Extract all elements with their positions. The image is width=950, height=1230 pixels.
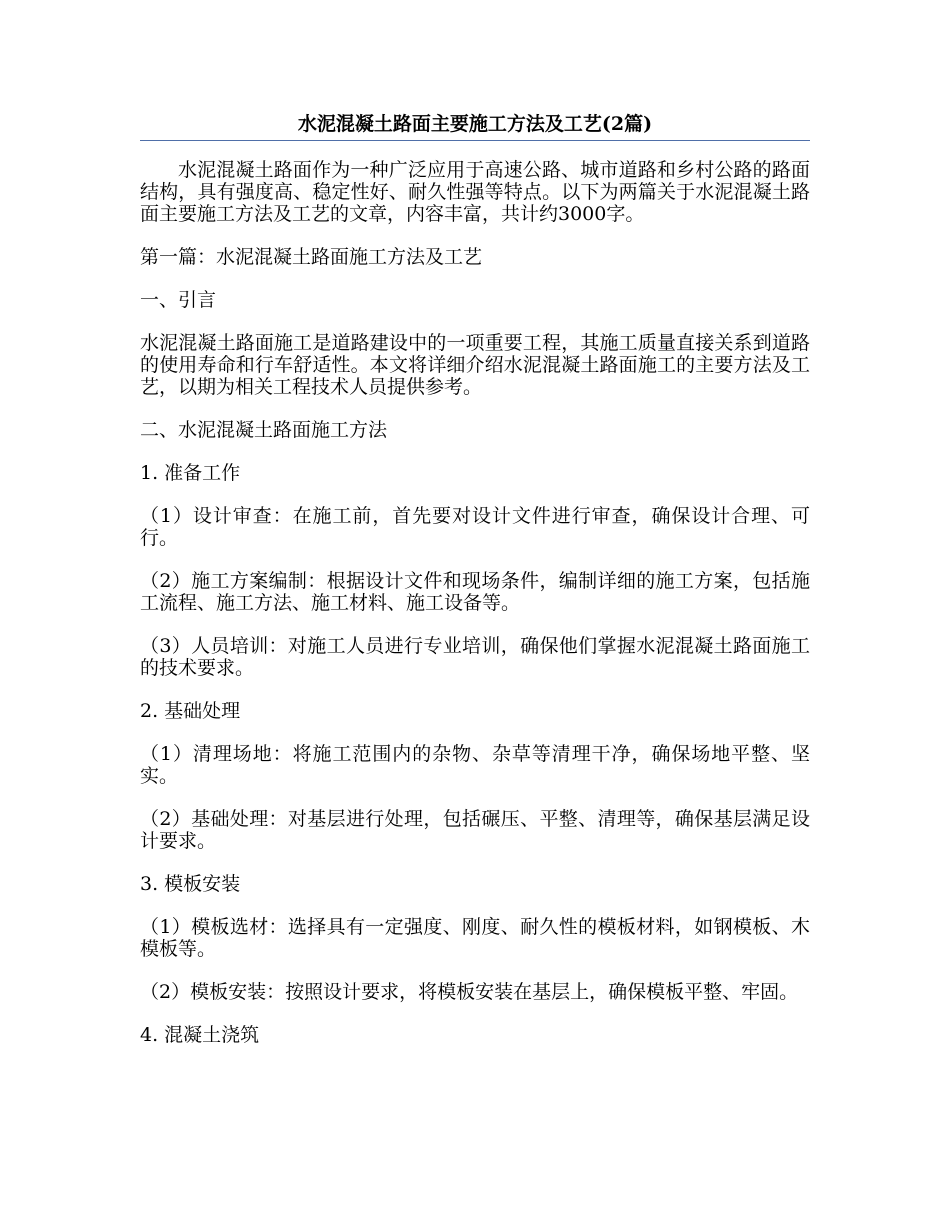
list-item: （1）模板选材：选择具有一定强度、刚度、耐久性的模板材料，如钢模板、木模板等。 — [140, 916, 810, 960]
part-heading: 第一篇：水泥混凝土路面施工方法及工艺 — [140, 246, 483, 268]
list-item: （2）模板安装：按照设计要求，将模板安装在基层上，确保模板平整、牢固。 — [140, 981, 799, 1003]
list-item: （2）施工方案编制：根据设计文件和现场条件，编制详细的施工方案，包括施工流程、施工方法、施工材料、施工设备等。 — [140, 570, 810, 614]
list-item: （1）清理场地：将施工范围内的杂物、杂草等清理干净，确保场地平整、坚实。 — [140, 743, 810, 787]
list-item: （1）设计审查：在施工前，首先要对设计文件进行审查，确保设计合理、可行。 — [140, 505, 810, 549]
subsection-heading-foundation: 2. 基础处理 — [140, 700, 241, 722]
document-body — [140, 159, 810, 1067]
document-title: 水泥混凝土路面主要施工方法及工艺(2篇) — [297, 113, 653, 135]
intro-paragraph: 水泥混凝土路面作为一种广泛应用于高速公路、城市道路和乡村公路的路面结构，具有强度高、稳定性好、耐久性强等特点。以下为两篇关于水泥混凝土路面主要施工方法及工艺的文章，内容丰富，共计约3000字。 — [140, 159, 810, 225]
subsection-heading-pouring: 4. 混凝土浇筑 — [140, 1024, 260, 1046]
list-item: （3）人员培训：对施工人员进行专业培训，确保他们掌握水泥混凝土路面施工的技术要求。 — [140, 635, 810, 679]
body-paragraph: 水泥混凝土路面施工是道路建设中的一项重要工程，其施工质量直接关系到道路的使用寿命和行车舒适性。本文将详细介绍水泥混凝土路面施工的主要方法及工艺，以期为相关工程技术人员提供参考。 — [140, 332, 810, 398]
title-underline — [140, 140, 810, 141]
subsection-heading-preparation: 1. 准备工作 — [140, 462, 241, 484]
subsection-heading-formwork: 3. 模板安装 — [140, 873, 241, 895]
list-item: （2）基础处理：对基层进行处理，包括碾压、平整、清理等，确保基层满足设计要求。 — [140, 808, 810, 852]
section-heading-methods: 二、水泥混凝土路面施工方法 — [140, 419, 388, 441]
section-heading-introduction: 一、引言 — [140, 289, 217, 311]
